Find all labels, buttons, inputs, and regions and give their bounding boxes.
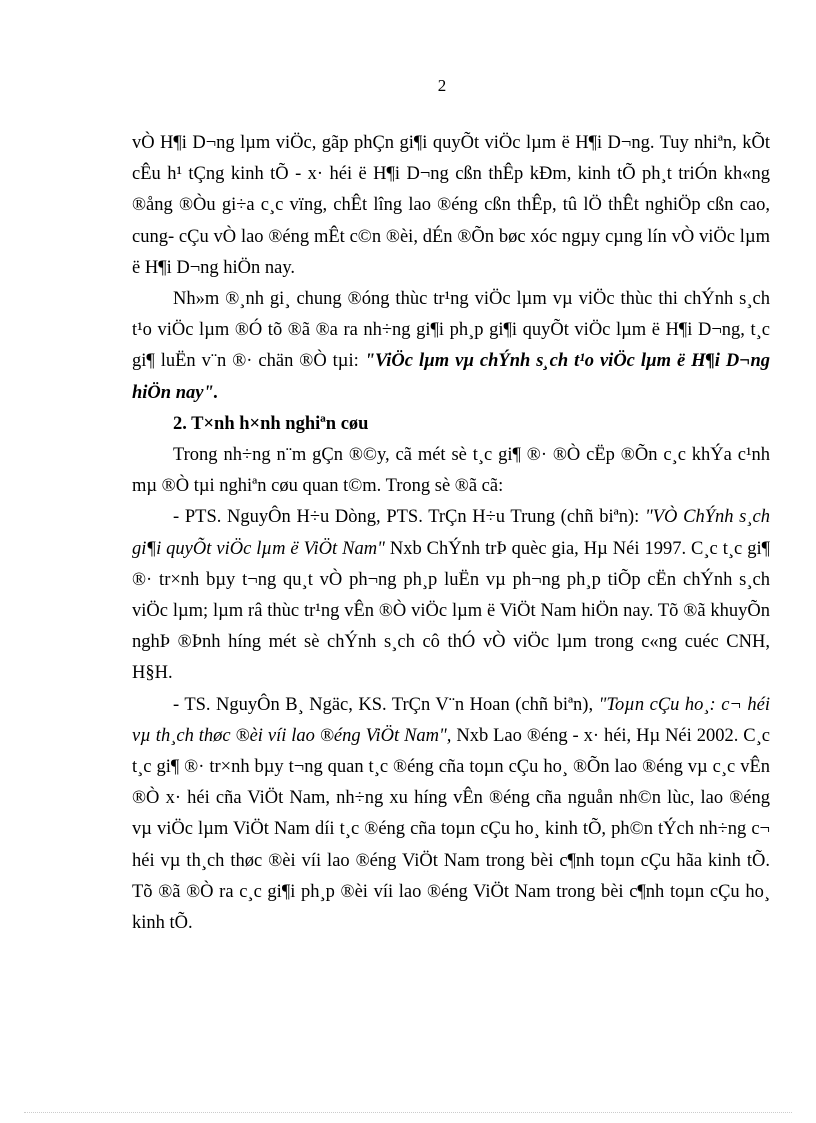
- page-bottom-divider: [24, 1112, 792, 1113]
- paragraph-intro-continuation: vÒ H¶i D¬ng lµm viÖc, gãp phÇn gi¶i quyÕt viÖc lµm ë H¶i D¬ng. Tuy nhiªn, kÕt cÊu h¹ tÇng kinh tÕ - x· héi ë H¶i D¬ng cßn thÊp kÐm, kinh tÕ ph¸t triÓn kh«ng ®ång ®Òu gi÷a c¸c vïng, chÊt lîng lao ®éng cßn thÊp, tû lÖ thÊt nghiÖp cßn cao, cung- cÇu vÒ lao ®éng mÊt c©n ®èi, dÉn ®Õn bøc xóc ngµy cµng lín vÒ viÖc lµm ë H¶i D¬ng hiÖn nay.: [132, 133, 770, 278]
- reference-2-description: Nxb Lao ®éng - x· héi, Hµ Néi 2002. C¸c t¸c gi¶ ®· tr×nh bµy t¬ng quan t¸c ®éng cña toµn cÇu ho¸ ®Õn lao ®éng vµ c¸c vÊn ®Ò x· héi cña ViÖt Nam, nh÷ng xu híng vÊn ®éng cña nguån nh©n lùc, lao ®éng vµ viÖc lµm ViÖt Nam díi t¸c ®éng cña toµn cÇu ho¸ kinh tÕ, ph©n tÝch nh÷ng c¬ héi vµ th¸ch thøc ®èi víi lao ®éng ViÖt Nam trong bèi c¶nh toµn cÇu hãa kinh tÕ. Tõ ®ã ®Ò ra c¸c gi¶i ph¸p ®èi víi lao ®éng ViÖt Nam trong bèi c¶nh toµn cÇu ho¸ kinh tÕ.: [132, 725, 770, 934]
- paragraph-research-overview: Trong nh÷ng n¨m gÇn ®©y, cã mét sè t¸c gi¶ ®· ®Ò cËp ®Õn c¸c khÝa c¹nh mµ ®Ò tµi nghiªn cøu quan t©m. Trong sè ®ã cã:: [132, 445, 770, 497]
- thesis-title: "ViÖc lµm vµ chÝnh s¸ch t¹o viÖc lµm ë H¶i D¬ng hiÖn nay".: [132, 351, 770, 403]
- thesis-topic-lead-text: Nh»m ®¸nh gi¸ chung ®óng thùc tr¹ng viÖc lµm vµ viÖc thùc thi chÝnh s¸ch t¹o viÖc lµm ®Ó tõ ®ã ®a ra nh÷ng gi¶i ph¸p gi¶i quyÕt viÖc lµm ë H¶i D¬ng, t¸c gi¶ luËn v¨n ®· chän ®Ò tµi:: [132, 289, 770, 372]
- reference-1-authors: - PTS. NguyÔn H÷u Dòng, PTS. TrÇn H÷u Trung (chñ biªn):: [173, 507, 645, 528]
- section-heading-research-status: 2. T×nh h×nh nghiªn cøu: [173, 413, 369, 434]
- reference-item-1: [132, 502, 770, 689]
- reference-2-authors: - TS. NguyÔn B¸ Ngäc, KS. TrÇn V¨n Hoan (chñ biªn),: [173, 694, 599, 715]
- reference-2-title: "Toµn cÇu ho¸: c¬ héi vµ th¸ch thøc ®èi víi lao ®éng ViÖt Nam",: [132, 694, 771, 746]
- reference-1-title: "VÒ ChÝnh s¸ch gi¶i quyÕt viÖc lµm ë ViÖt Nam": [132, 507, 770, 559]
- paragraph-thesis-topic: [132, 284, 770, 409]
- reference-1-description: Nxb ChÝnh trÞ quèc gia, Hµ Néi 1997. C¸c t¸c gi¶ ®· tr×nh bµy t¬ng qu¸t vÒ ph¬ng ph¸p luËn vµ ph¬ng ph¸p tiÕp cËn chÝnh s¸ch viÖc lµm; lµm râ thùc tr¹ng vÊn ®Ò viÖc lµm ë ViÖt Nam hiÖn nay. Tõ ®ã khuyÕn nghÞ ®Þnh híng mét sè chÝnh s¸ch cô thÓ vÒ viÖc lµm trong c«ng cuéc CNH, H§H.: [132, 538, 770, 684]
- document-body: [132, 128, 770, 939]
- page-number: 2: [437, 76, 447, 95]
- reference-item-2: [132, 690, 770, 940]
